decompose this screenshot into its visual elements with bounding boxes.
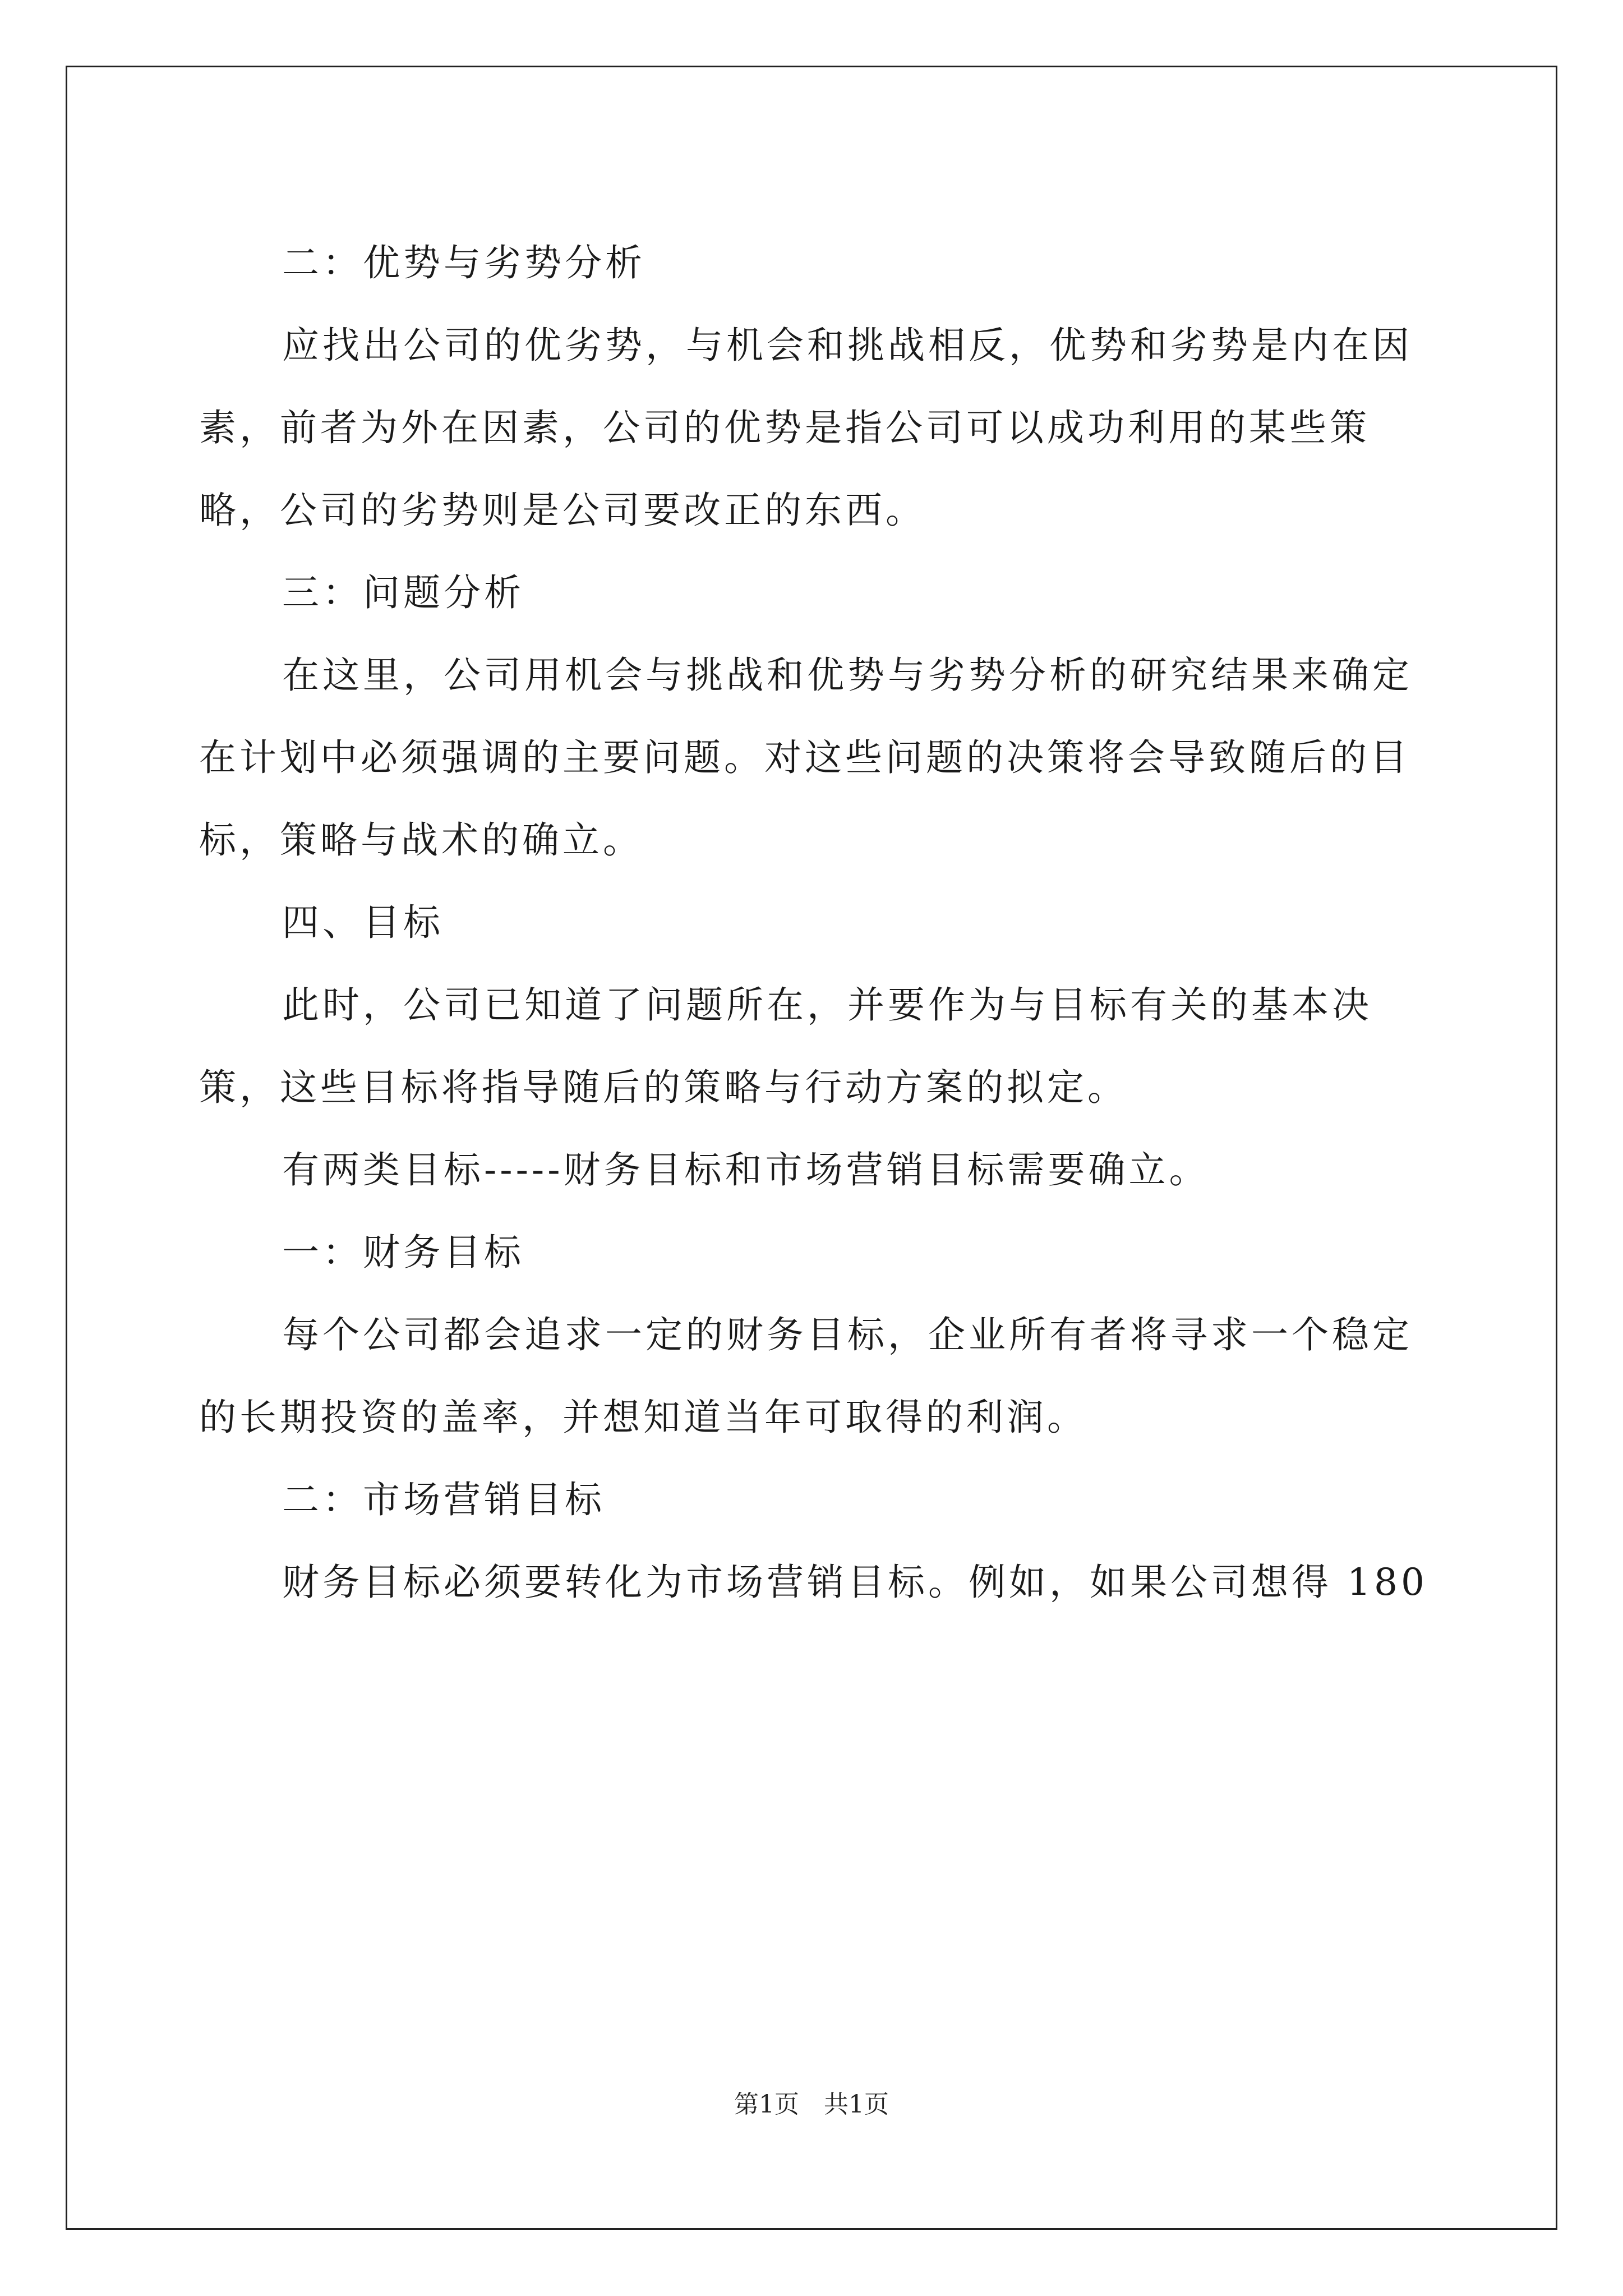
paragraph-goals: 此时，公司已知道了问题所在，并要作为与目标有关的基本决策，这些目标将指导随后的策略与行动方案的拟定。 <box>199 983 1372 1109</box>
paragraph-marketing-goals: 财务目标必须要转化为市场营销目标。例如，如果公司想得 180 <box>282 1561 1428 1604</box>
section-heading-financial-goals: 一：财务目标 <box>282 1231 524 1274</box>
paragraph-strengths-weaknesses: 应找出公司的优劣势，与机会和挑战相反，优势和劣势是内在因素，前者为外在因素，公司的优势是指公司可以成功利用的某些策略，公司的劣势则是公司要改正的东西。 <box>199 324 1413 532</box>
paragraph-two-goal-types: 有两类目标-----财务目标和市场营销目标需要确立。 <box>282 1148 1210 1191</box>
section-heading-goals: 四、目标 <box>282 901 444 944</box>
section-heading-problem-analysis: 三：问题分析 <box>282 571 524 614</box>
paragraph-financial-goals: 每个公司都会追求一定的财务目标，企业所有者将寻求一个稳定的长期投资的盖率，并想知道当年可取得的利润。 <box>199 1313 1413 1439</box>
section-heading-strengths-weaknesses: 二：优势与劣势分析 <box>282 241 645 284</box>
section-heading-marketing-goals: 二：市场营销目标 <box>282 1478 605 1521</box>
paragraph-problem-analysis: 在这里，公司用机会与挑战和优势与劣势分析的研究结果来确定在计划中必须强调的主要问题。对这些问题的决策将会导致随后的目标，策略与战术的确立。 <box>199 654 1413 862</box>
page-number-footer: 第1页 共1页 <box>734 2090 889 2119</box>
document-body <box>199 222 1436 1623</box>
